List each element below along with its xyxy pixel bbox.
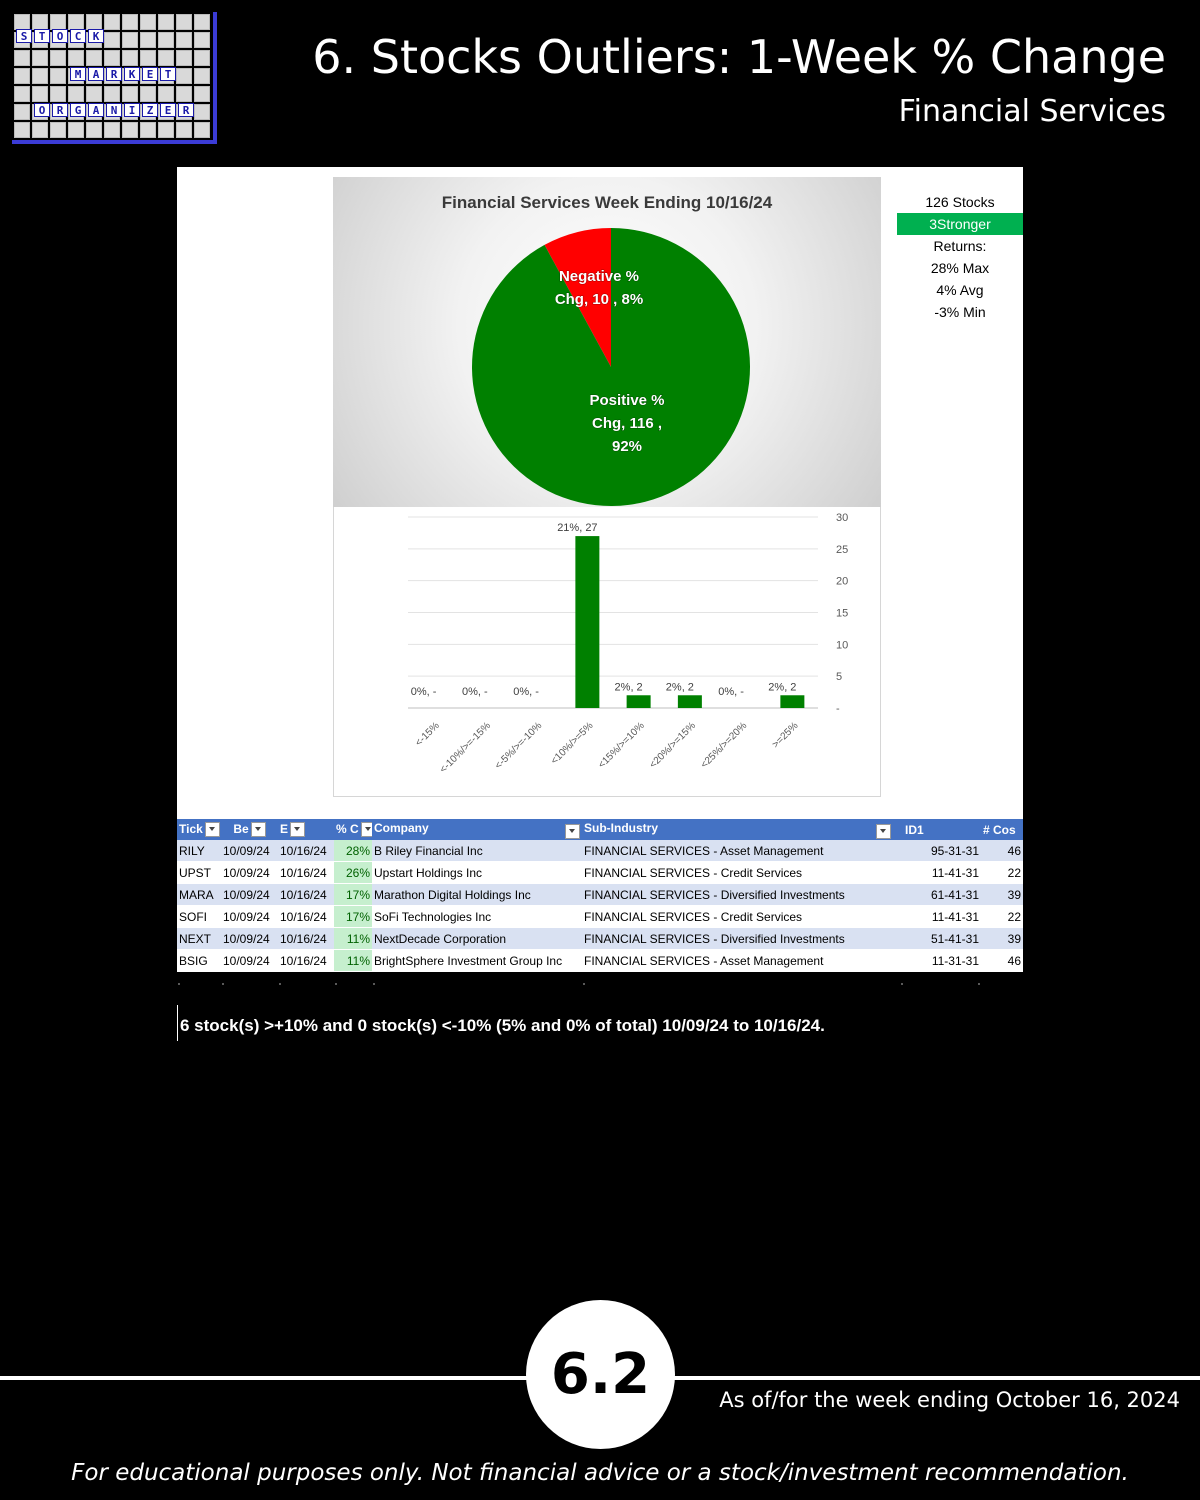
logo-tile [194,86,210,102]
cell-sub-industry: FINANCIAL SERVICES - Credit Services [582,862,903,884]
logo-tile [140,50,156,66]
logo-tile [140,14,156,30]
logo-letter: S [16,29,32,43]
as-of-text: As of/for the week ending October 16, 2024 [719,1388,1180,1412]
cell-sub-industry: FINANCIAL SERVICES - Asset Management [582,840,903,862]
bar-data-label: 0%, - [513,686,539,698]
logo-letter: Z [142,103,158,117]
cell-pct-change: 26% [334,862,372,884]
returns-label: Returns: [933,238,987,254]
cell-ticker: BSIG [177,950,221,972]
col-sub-industry[interactable] [582,819,903,840]
logo [12,12,217,144]
logo-letter: R [52,103,68,117]
filter-dropdown-icon[interactable] [565,824,580,839]
cell-begin: 10/09/24 [221,928,278,950]
logo-tile [14,14,30,30]
filter-dropdown-icon[interactable] [361,822,372,837]
x-category-label: <20%/>=15% [647,720,698,771]
bar-data-label: 2%, 2 [768,681,797,694]
cell-sub-industry: FINANCIAL SERVICES - Asset Management [582,950,903,972]
logo-letter: I [124,103,140,117]
cell-end: 10/16/24 [278,950,334,972]
logo-tile [104,86,120,102]
cell-id1: 95-31-31 [903,840,981,862]
cell-id1: 51-41-31 [903,928,981,950]
logo-tile [32,86,48,102]
dot [335,983,337,985]
logo-tile [68,122,84,138]
bar-data-label: 0%, - [718,686,744,698]
cell-id1: 11-41-31 [903,862,981,884]
filter-dropdown-icon[interactable] [290,822,305,837]
col-label: E [280,821,289,836]
y-tick-label: 20 [836,575,849,588]
cell-ticker: NEXT [177,928,221,950]
logo-tile [14,122,30,138]
cell-company: BrightSphere Investment Group Inc [372,950,582,972]
logo-tile [122,50,138,66]
cell-end: 10/16/24 [278,928,334,950]
cell-ticker: MARA [177,884,221,906]
cell-end: 10/16/24 [278,884,334,906]
dot [978,983,980,985]
logo-letter: A [88,67,104,81]
table-body [177,840,1023,972]
logo-tile [68,14,84,30]
cell-end: 10/16/24 [278,840,334,862]
x-category-label: <15%/>=10% [596,720,647,771]
cell-ticker: SOFI [177,906,221,928]
cell-ticker: RILY [177,840,221,862]
x-category-label: <-5%/>=-10% [493,720,545,772]
cell-num-cos: 46 [981,840,1023,862]
col-begin[interactable] [221,819,278,840]
pie-label-positive: Chg, 116 , [591,415,663,432]
logo-letter: R [178,103,194,117]
cell-sub-industry: FINANCIAL SERVICES - Credit Services [582,906,903,928]
table-row[interactable] [177,862,1023,884]
bar-data-label: 2%, 2 [665,681,694,694]
logo-letter: M [70,67,86,81]
y-tick-label: 5 [836,671,843,684]
cell-end: 10/16/24 [278,906,334,928]
logo-tile [32,50,48,66]
y-tick-label: - [836,703,840,715]
returns-min: -3% Min [934,304,986,320]
logo-tile [194,68,210,84]
filter-dropdown-icon[interactable] [251,822,266,837]
bar-data-label: 0%, - [410,686,437,698]
y-tick-label: 30 [836,512,849,524]
dot [222,983,224,985]
logo-letter: E [142,67,158,81]
cell-begin: 10/09/24 [221,950,278,972]
logo-tile [176,32,192,48]
logo-tile [50,14,66,30]
cell-sub-industry: FINANCIAL SERVICES - Diversified Investments [582,884,903,906]
logo-tile [122,86,138,102]
col-label: Company [374,820,429,835]
dot [583,983,585,985]
col-label: Sub-Industry [584,820,658,835]
summary-text: 6 stock(s) >+10% and 0 stock(s) <-10% (5% and 0% of total) 10/09/24 to 10/16/24. [180,1016,825,1035]
col-label: % C [336,821,359,836]
logo-tile [122,32,138,48]
returns-max: 28% Max [930,260,990,276]
logo-letter: N [106,103,122,117]
table-header-row [177,819,1023,840]
logo-tile [50,86,66,102]
logo-tile [158,32,174,48]
table-row[interactable] [177,906,1023,928]
pie-chart [333,177,881,507]
logo-tile [158,122,174,138]
logo-tile [104,32,120,48]
logo-tile [176,14,192,30]
logo-tile [140,32,156,48]
y-tick-label: 15 [836,607,849,620]
cell-company: Upstart Holdings Inc [372,862,582,884]
logo-word-market [70,67,176,81]
x-category-label: <10%/>=5% [548,720,596,767]
disclaimer: For educational purposes only. Not financial advice or a stock/investment recommendation. [71,1460,1129,1486]
bar-chart-area [333,507,881,797]
cell-num-cos: 22 [981,906,1023,928]
bar [575,536,599,708]
logo-letter: C [70,29,86,43]
cell-pct-change: 17% [334,884,372,906]
logo-tile [122,122,138,138]
col-pct-change[interactable] [334,819,372,840]
bar [780,695,804,708]
cell-pct-change: 11% [334,928,372,950]
col-id1: ID1 [903,819,981,840]
logo-tile [68,50,84,66]
logo-tile [86,14,102,30]
col-company[interactable] [372,819,582,840]
returns-avg: 4% Avg [936,282,984,298]
logo-letter: T [160,67,176,81]
table-row[interactable] [177,950,1023,972]
y-tick-label: 25 [836,543,849,556]
pie-label-positive: 92% [611,438,643,455]
divider-line [177,1005,178,1041]
logo-letter: T [34,29,50,43]
page-number-badge: 6.2 [526,1300,675,1449]
dot [279,983,281,985]
cell-end: 10/16/24 [278,862,334,884]
logo-tile [158,50,174,66]
strength-badge: 3Stronger [897,213,1023,235]
col-end[interactable] [278,819,334,840]
logo-letter: K [124,67,140,81]
cell-company: SoFi Technologies Inc [372,906,582,928]
bar-data-label: 21%, 27 [557,522,598,535]
cell-company: Marathon Digital Holdings Inc [372,884,582,906]
row-dots [177,976,1023,988]
col-ticker[interactable] [177,819,221,840]
logo-letter: O [34,103,50,117]
logo-tile [194,14,210,30]
logo-tile [14,86,30,102]
pie-chart-title: Financial Services Week Ending 10/16/24 [441,193,773,212]
pie-label-negative: Chg, 10 , 8% [554,291,644,308]
logo-tile [14,50,30,66]
logo-tile [14,104,30,120]
logo-tile [104,122,120,138]
logo-tile [86,86,102,102]
logo-tile [32,14,48,30]
logo-letter: K [88,29,104,43]
cell-begin: 10/09/24 [221,884,278,906]
stats-box [897,191,1023,323]
logo-tile [86,122,102,138]
filter-dropdown-icon[interactable] [876,824,891,839]
logo-tile [104,14,120,30]
col-num-cos: # Cos [981,819,1023,840]
logo-tile [50,122,66,138]
y-tick-label: 10 [836,639,849,652]
logo-tile [158,14,174,30]
bar [627,695,651,708]
table-row[interactable] [177,840,1023,862]
logo-tile [32,122,48,138]
cell-num-cos: 46 [981,950,1023,972]
logo-letter: O [52,29,68,43]
cell-num-cos: 39 [981,928,1023,950]
x-category-label: <-15% [413,720,442,749]
cell-id1: 11-41-31 [903,906,981,928]
outliers-table [177,819,1023,972]
logo-letter: R [106,67,122,81]
logo-tile [50,50,66,66]
cell-id1: 11-31-31 [903,950,981,972]
logo-tile [176,86,192,102]
dot [901,983,903,985]
cell-num-cos: 39 [981,884,1023,906]
logo-letter: G [70,103,86,117]
x-category-label: <25%/>=20% [698,720,750,771]
col-label: Be [233,821,249,836]
logo-tile [158,86,174,102]
logo-letter: E [160,103,176,117]
pie-label-positive: Positive % [589,392,665,409]
logo-tile [176,50,192,66]
logo-tile [194,32,210,48]
filter-dropdown-icon[interactable] [205,822,220,837]
logo-tile [140,86,156,102]
page-title: 6. Stocks Outliers: 1-Week % Change [312,30,1166,84]
bar [678,695,702,708]
logo-tile [194,122,210,138]
pie-chart-area [333,177,881,507]
cell-company: NextDecade Corporation [372,928,582,950]
cell-begin: 10/09/24 [221,840,278,862]
cell-begin: 10/09/24 [221,906,278,928]
logo-word-stock [16,29,104,43]
x-category-label: >=25% [770,720,801,751]
cell-pct-change: 17% [334,906,372,928]
stock-count: 126 Stocks [925,194,995,210]
pie-label-negative: Negative % [558,268,640,285]
cell-pct-change: 11% [334,950,372,972]
cell-pct-change: 28% [334,840,372,862]
bar-data-label: 2%, 2 [614,681,643,694]
logo-tile [32,68,48,84]
col-label: Tick [179,821,203,836]
logo-tile [194,50,210,66]
logo-tile [50,68,66,84]
cell-sub-industry: FINANCIAL SERVICES - Diversified Investments [582,928,903,950]
dot [178,983,180,985]
logo-word-organizer [34,103,194,117]
logo-tile [14,68,30,84]
bar-data-label: 0%, - [462,686,488,698]
cell-id1: 61-41-31 [903,884,981,906]
logo-tile [68,86,84,102]
logo-tile [122,14,138,30]
cell-num-cos: 22 [981,862,1023,884]
dot [373,983,375,985]
logo-tile [176,68,192,84]
x-category-label: <-10%/>=-15% [437,720,493,776]
cell-company: B Riley Financial Inc [372,840,582,862]
logo-tile [140,122,156,138]
table-row[interactable] [177,884,1023,906]
logo-tile [86,50,102,66]
cell-ticker: UPST [177,862,221,884]
table-row[interactable] [177,928,1023,950]
logo-tile [176,122,192,138]
cell-begin: 10/09/24 [221,862,278,884]
bar-chart [334,507,882,797]
logo-tile [194,104,210,120]
logo-letter: A [88,103,104,117]
page-subtitle: Financial Services [898,94,1166,129]
logo-tile [104,50,120,66]
